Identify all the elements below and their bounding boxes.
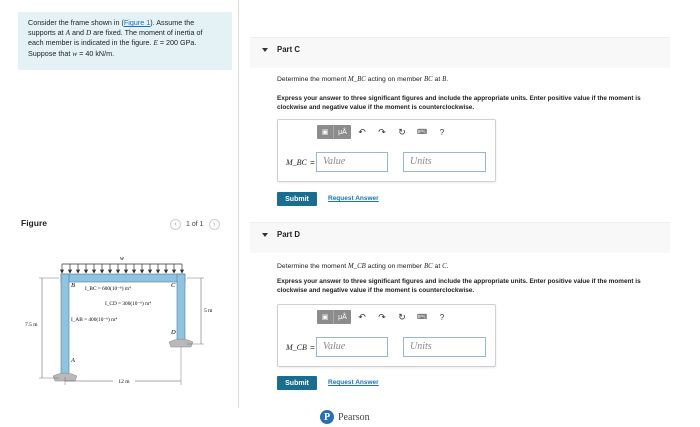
reset-icon[interactable]: ↻	[398, 311, 406, 322]
value-input[interactable]: Value	[316, 152, 388, 172]
reset-icon[interactable]: ↻	[398, 126, 406, 137]
label-i-bc: I_BC = 600(10⁻⁶) m⁴	[85, 286, 131, 292]
pearson-brand: Pearson	[338, 411, 370, 423]
problem-text: supports at	[28, 27, 66, 37]
part-d-answer-box	[277, 304, 496, 367]
pearson-logo	[320, 410, 370, 424]
math-toolbar	[317, 310, 451, 324]
dim-right: 5 m	[204, 308, 213, 314]
redo-icon[interactable]: ↷	[378, 126, 386, 137]
problem-text: Suppose that	[28, 48, 73, 58]
answer-label: M_CB =	[286, 343, 315, 352]
help-icon[interactable]: ?	[439, 127, 445, 137]
question-symbol: M_CB	[348, 263, 366, 270]
chevron-right-icon[interactable]: ›	[209, 219, 220, 230]
problem-text: and	[69, 27, 86, 37]
pearson-icon: P	[320, 410, 334, 424]
symbol-w: w	[72, 49, 78, 58]
figure-counter: 1 of 1	[186, 221, 204, 228]
problem-text: Consider the frame shown in (	[28, 18, 124, 27]
part-c-question	[277, 76, 448, 83]
problem-text: each member is indicated in the figure.	[28, 38, 154, 48]
templates-icon[interactable]: ▣	[317, 310, 334, 324]
question-text: acting on member	[365, 263, 424, 270]
value-input[interactable]: Value	[316, 337, 388, 357]
question-text: acting on member	[365, 76, 424, 83]
label-d: D	[171, 329, 176, 336]
redo-icon[interactable]: ↷	[378, 311, 386, 322]
keyboard-icon[interactable]: ⌨	[416, 129, 428, 136]
part-c-header[interactable]	[250, 37, 670, 68]
symbol-d: D	[85, 28, 92, 37]
figure-link[interactable]: Figure 1	[123, 18, 151, 27]
label-b: B	[71, 282, 75, 289]
question-text: Determine the moment	[277, 76, 349, 83]
answer-label: M_BC =	[286, 158, 315, 167]
member-bc	[61, 274, 185, 282]
part-c-answer-box	[277, 119, 496, 182]
question-symbol: M_BC	[348, 76, 366, 83]
problem-text: ). Assume the	[150, 18, 195, 27]
caret-down-icon	[262, 48, 268, 52]
templates-icon[interactable]: ▣	[317, 125, 334, 139]
label-a: A	[71, 357, 75, 364]
symbol-e: E	[153, 39, 158, 48]
help-icon[interactable]: ?	[439, 312, 445, 322]
frame-figure	[25, 250, 230, 390]
question-text: at	[432, 263, 443, 270]
question-member: BC	[423, 76, 433, 83]
caret-down-icon	[262, 233, 268, 237]
problem-text: are fixed. The moment of inertia of	[91, 27, 203, 37]
label-w: w	[119, 256, 125, 262]
w-value: = 40 kN/m.	[77, 48, 115, 58]
member-cd	[177, 274, 185, 342]
answer-symbol: M_CB	[286, 343, 307, 352]
symbol-a: A	[65, 28, 70, 37]
toolbar-group	[317, 125, 351, 139]
load-arrows	[61, 264, 184, 273]
e-value: = 200 GPa.	[157, 38, 197, 48]
part-d-title: Part D	[277, 230, 300, 239]
label-i-ab: I_AB = 400(10⁻⁶) m⁴	[71, 317, 118, 323]
keyboard-icon[interactable]: ⌨	[416, 314, 428, 321]
submit-button[interactable]: Submit	[277, 376, 317, 390]
question-point: C	[442, 263, 447, 270]
part-c-title: Part C	[277, 45, 300, 54]
panel-divider	[238, 0, 239, 408]
request-answer-link[interactable]: Request Answer	[328, 379, 379, 386]
chevron-left-icon[interactable]: ‹	[170, 219, 181, 230]
undo-icon[interactable]: ↶	[358, 311, 366, 322]
answer-symbol: M_BC	[286, 158, 307, 167]
undo-icon[interactable]: ↶	[358, 126, 366, 137]
math-toolbar	[317, 125, 451, 139]
question-text: .	[446, 76, 449, 83]
submit-button[interactable]: Submit	[277, 192, 317, 206]
question-member: BC	[423, 263, 433, 270]
label-c: C	[171, 282, 176, 289]
mu-button[interactable]: μÅ	[338, 128, 347, 136]
part-d-header[interactable]	[250, 222, 670, 253]
toolbar-group	[317, 310, 351, 324]
member-ab	[61, 274, 69, 376]
figure-label: Figure	[21, 218, 47, 228]
question-point: B	[442, 76, 447, 83]
dim-bottom: 12 m	[118, 379, 130, 385]
figure-pager	[170, 219, 220, 230]
question-text: Determine the moment	[277, 263, 349, 270]
dim-left: 7.5 m	[25, 322, 38, 328]
part-c-instructions: Express your answer to three significant figures and include the appropriate units. Enter positive value if the moment is clockwise and negative value if the moment is counterclockwise.	[277, 95, 641, 111]
units-input[interactable]: Units	[403, 152, 486, 172]
part-d-question	[277, 263, 449, 270]
label-i-cd: I_CD = 300(10⁻⁶) m⁴	[105, 301, 152, 307]
part-d-instructions: Express your answer to three significant figures and include the appropriate units. Enter positive value if the moment is clockwise and negative value if the moment is counterclockwise.	[277, 278, 641, 294]
units-input[interactable]: Units	[403, 337, 486, 357]
question-text: at	[432, 76, 443, 83]
question-text: .	[446, 263, 449, 270]
mu-button[interactable]: μÅ	[338, 313, 347, 321]
support-d	[169, 339, 193, 347]
problem-statement	[18, 12, 232, 70]
request-answer-link[interactable]: Request Answer	[328, 195, 379, 202]
